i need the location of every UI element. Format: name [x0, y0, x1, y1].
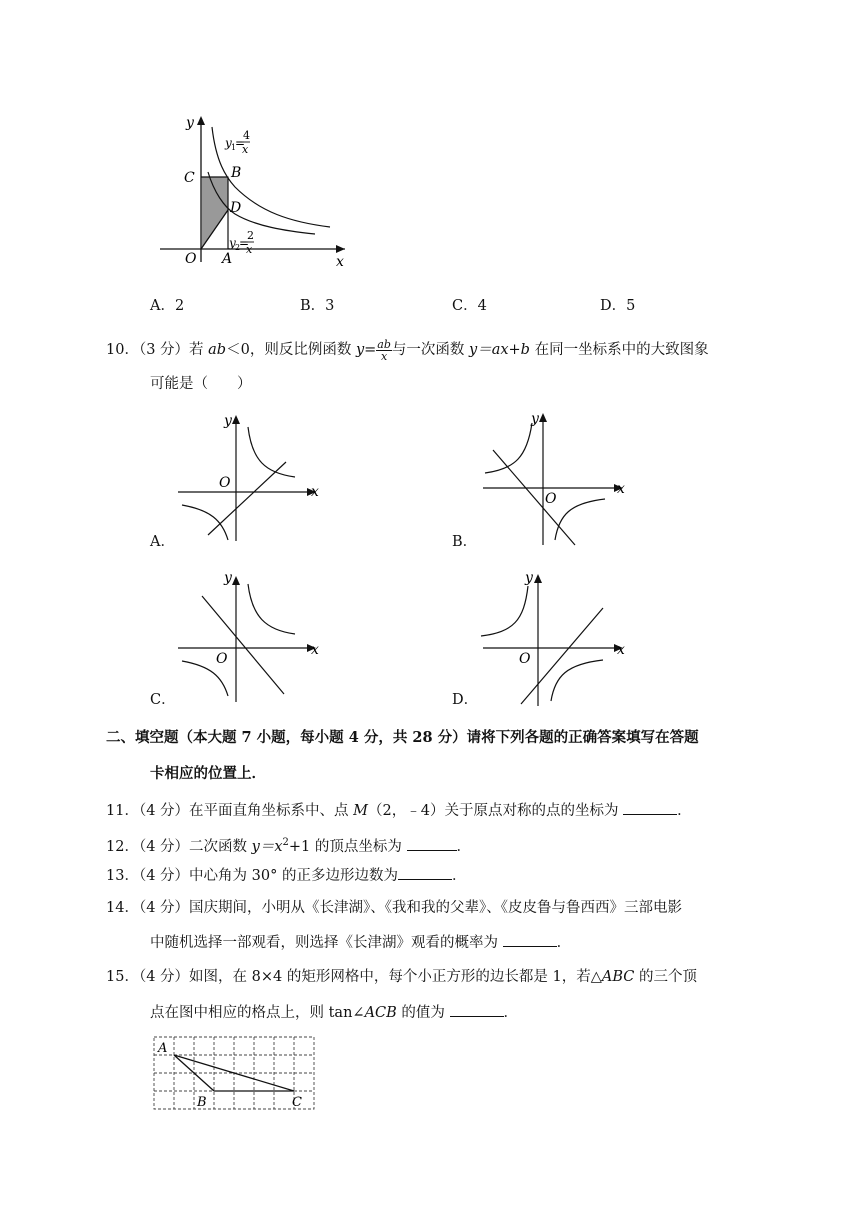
q11: 11．（4 分）在平面直角坐标系中、点 M（2，﹣4）关于原点对称的点的坐标为 ． [106, 800, 692, 821]
section2-heading: 二、填空题（本大题 7 小题，每小题 4 分，共 28 分）请将下列各题的正确答案填写在答题 [106, 729, 699, 746]
svg-text:O: O [219, 475, 231, 491]
svg-text:x: x [311, 642, 319, 658]
curve2-num: 2 [247, 229, 254, 242]
q10-option-c[interactable]: C． [150, 692, 176, 708]
svg-text:y: y [525, 570, 533, 586]
q10-graph-c [170, 566, 330, 706]
svg-text:y: y [224, 413, 232, 429]
label-D: D [230, 200, 242, 216]
x-axis-arrow [336, 245, 345, 253]
svg-text:O: O [216, 651, 228, 667]
svg-text:y: y [531, 411, 539, 427]
curve1-num: 4 [243, 129, 250, 142]
q9-option-b[interactable]: B．3 [300, 298, 335, 314]
label-A: A [158, 1041, 168, 1056]
q12: 12．（4 分）二次函数 $y=x^2+1$ 的顶点坐标为 ． [106, 837, 471, 855]
q13-answer-blank[interactable] [398, 865, 452, 880]
q15-answer-blank[interactable] [450, 1002, 504, 1017]
q10-stem-line2: 可能是（ ） [150, 376, 252, 392]
section2-heading-line2: 卡相应的位置上． [150, 765, 266, 782]
q15-grid-figure [150, 1034, 320, 1116]
svg-text:y: y [224, 570, 232, 586]
q10-option-a[interactable]: A． [150, 534, 175, 550]
q14-line2: 中随机选择一部观看，则选择《长津湖》观看的概率为 ． [150, 932, 571, 953]
q10-option-b[interactable]: B． [452, 534, 478, 550]
q9-figure [150, 112, 360, 277]
label-C: C [184, 170, 195, 186]
curve2-prefix: y [229, 236, 236, 250]
svg-text:x: x [311, 484, 319, 500]
q10-stem: 10．（3 分）若 ab＜0，则反比例函数 y= $\frac{ab}{x}$ 与一次函数 y＝ax+b 在同一坐标系中的大致图象 [106, 337, 709, 363]
q10-option-d[interactable]: D． [452, 692, 479, 708]
q15-line2: 点在图中相应的格点上，则 tan∠ACB 的值为 ． [150, 1002, 518, 1023]
svg-text:O: O [519, 651, 531, 667]
q10-graph-d [475, 566, 635, 711]
q10-graph-b [475, 405, 635, 550]
label-C: C [292, 1095, 302, 1110]
q10-fraction: $\frac{ab}{x}$ [377, 337, 391, 363]
label-B: B [231, 165, 242, 181]
q14: 14．（4 分）国庆期间，小明从《长津湖》、《我和我的父辈》、《皮皮鲁与鲁西西》三部电影 [106, 900, 683, 916]
label-O: O [185, 251, 197, 267]
q14-answer-blank[interactable] [503, 932, 557, 947]
label-A: A [222, 251, 233, 267]
curve1-den: x [242, 143, 249, 156]
q11-answer-blank[interactable] [623, 800, 677, 815]
curve2-den: x [246, 243, 253, 256]
svg-text:x: x [617, 481, 625, 497]
q9-option-c[interactable]: C．4 [452, 298, 487, 314]
label-x: x [336, 254, 344, 270]
label-y: y [186, 115, 194, 131]
q15: 15．（4 分）如图，在 8×4 的矩形网格中，每个小正方形的边长都是 1，若△ABC 的三个顶 [106, 969, 697, 985]
q9-option-a[interactable]: A．2 [150, 298, 185, 314]
q10-graph-a [170, 405, 330, 545]
q13: 13．（4 分）中心角为 30° 的正多边形边数为 ． [106, 865, 466, 886]
svg-text:x: x [617, 642, 625, 658]
curve1-eq: = [235, 136, 246, 150]
curve1-sub: 1 [231, 143, 237, 152]
q9-option-d[interactable]: D．5 [600, 298, 636, 314]
label-B: B [197, 1095, 207, 1110]
svg-text:O: O [545, 491, 557, 507]
curve2-eq: = [239, 236, 250, 250]
q12-answer-blank[interactable] [407, 836, 457, 851]
y-axis-arrow [197, 116, 205, 125]
curve1-prefix: y [225, 136, 232, 150]
curve2-sub: 2 [235, 243, 241, 252]
